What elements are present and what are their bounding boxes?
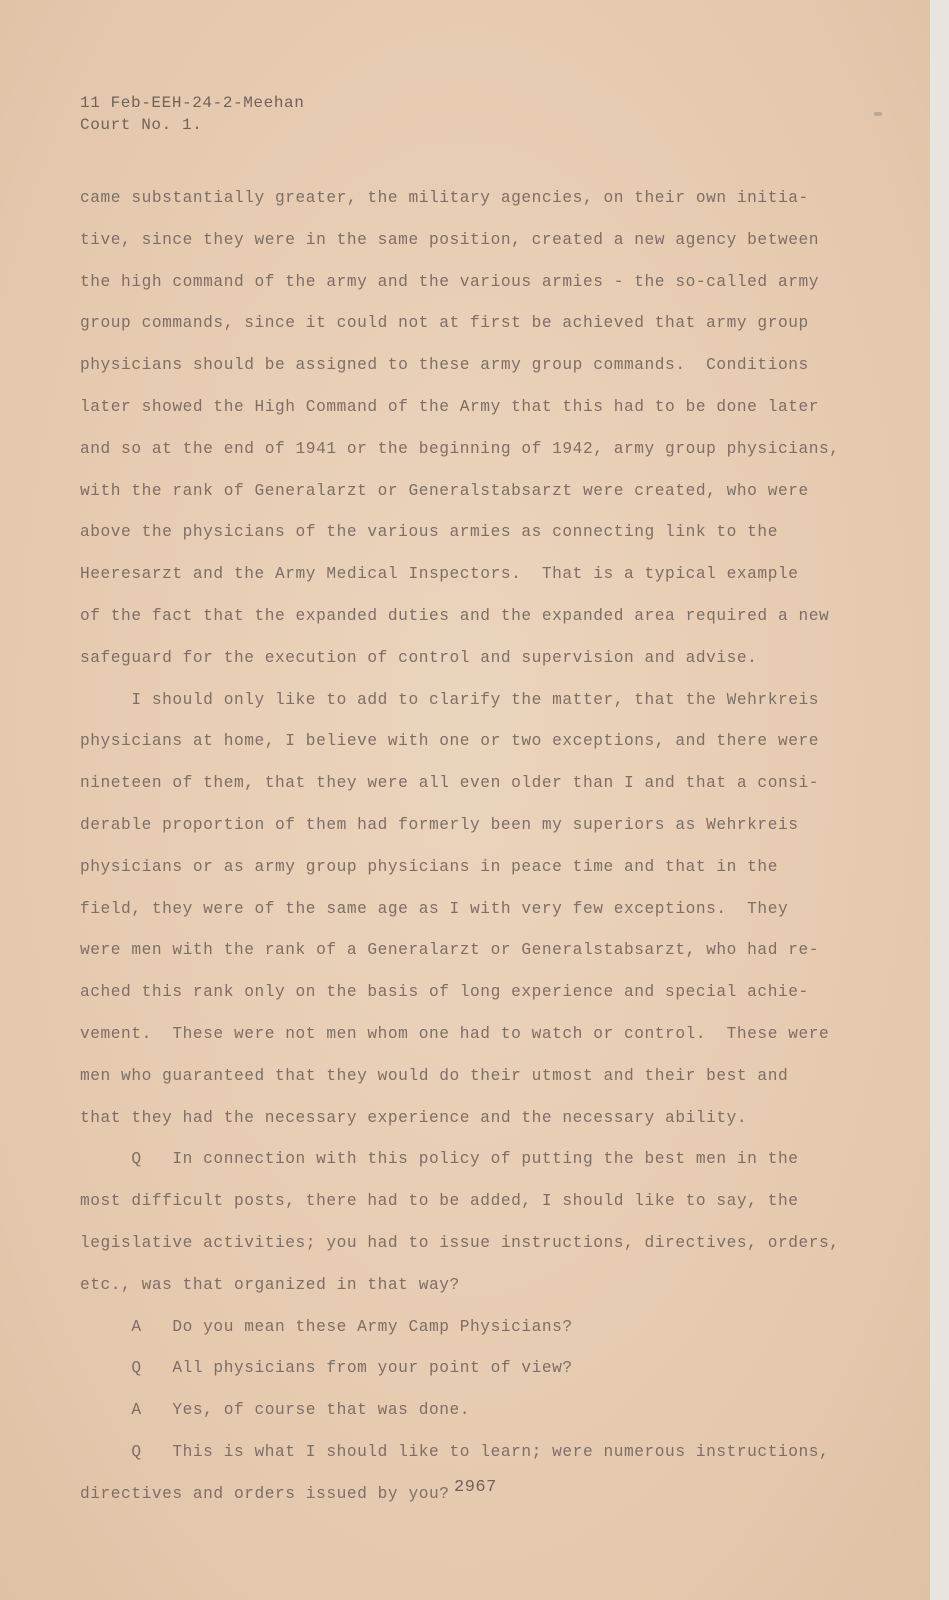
header-reference: 11 Feb-EEH-24-2-Meehan [80, 94, 305, 112]
transcript-line: field, they were of the same age as I with very few exceptions. They [80, 899, 789, 918]
transcript-line: men who guaranteed that they would do their utmost and their best and [80, 1066, 789, 1085]
transcript-line: Q In connection with this policy of putting the best men in the [80, 1150, 799, 1169]
page-number: 2967 [454, 1478, 497, 1497]
transcript-line: of the fact that the expanded duties and the expanded area required a new [80, 606, 830, 625]
header-court: Court No. 1. [80, 116, 203, 134]
transcript-line: etc., was that organized in that way? [80, 1275, 460, 1294]
transcript-line: legislative activities; you had to issue instructions, directives, orders, [80, 1233, 840, 1252]
transcript-line: derable proportion of them had formerly been my superiors as Wehrkreis [80, 815, 799, 834]
transcript-line: I should only like to add to clarify the matter, that the Wehrkreis [80, 690, 820, 709]
transcript-line: A Do you mean these Army Camp Physicians? [80, 1317, 573, 1336]
transcript-line: Q This is what I should like to learn; were numerous instructions, [80, 1442, 830, 1461]
transcript-line: vement. These were not men whom one had to watch or control. These were [80, 1024, 830, 1043]
transcript-line: group commands, since it could not at first be achieved that army group [80, 314, 809, 333]
transcript-line: came substantially greater, the military agencies, on their own initia- [80, 189, 809, 207]
transcript-line: ached this rank only on the basis of long experience and special achie- [80, 983, 809, 1002]
transcript-line: physicians should be assigned to these army group commands. Conditions [80, 356, 809, 375]
transcript-line: nineteen of them, that they were all even older than I and that a consi- [80, 774, 820, 793]
transcript-line: physicians or as army group physicians in peace time and that in the [80, 857, 778, 876]
transcript-line: most difficult posts, there had to be added, I should like to say, the [80, 1192, 799, 1211]
scan-background-edge [930, 0, 949, 1600]
transcript-line: later showed the High Command of the Army that this had to be done later [80, 397, 820, 416]
transcript-line: A Yes, of course that was done. [80, 1401, 471, 1420]
transcript-line: Q All physicians from your point of view? [80, 1359, 573, 1378]
transcript-line: that they had the necessary experience and the necessary ability. [80, 1108, 748, 1127]
transcript-line: Heeresarzt and the Army Medical Inspectors. That is a typical example [80, 565, 799, 584]
transcript-line: with the rank of Generalarzt or Generalstabsarzt were created, who were [80, 481, 809, 500]
document-header [80, 92, 304, 136]
transcript-line: directives and orders issued by you? [80, 1484, 450, 1503]
transcript-line: and so at the end of 1941 or the beginning of 1942, army group physicians, [80, 439, 840, 458]
transcript-line: physicians at home, I believe with one or two exceptions, and there were [80, 732, 820, 751]
transcript-line: safeguard for the execution of control and supervision and advise. [80, 648, 758, 667]
transcript-line: the high command of the army and the various armies - the so-called army [80, 272, 820, 291]
transcript-line: were men with the rank of a Generalarzt or Generalstabsarzt, who had re- [80, 941, 820, 960]
transcript-body [80, 186, 850, 1524]
transcript-line: tive, since they were in the same position, created a new agency between [80, 230, 820, 249]
transcript-line: above the physicians of the various armies as connecting link to the [80, 523, 778, 542]
paper-mark [874, 112, 882, 116]
